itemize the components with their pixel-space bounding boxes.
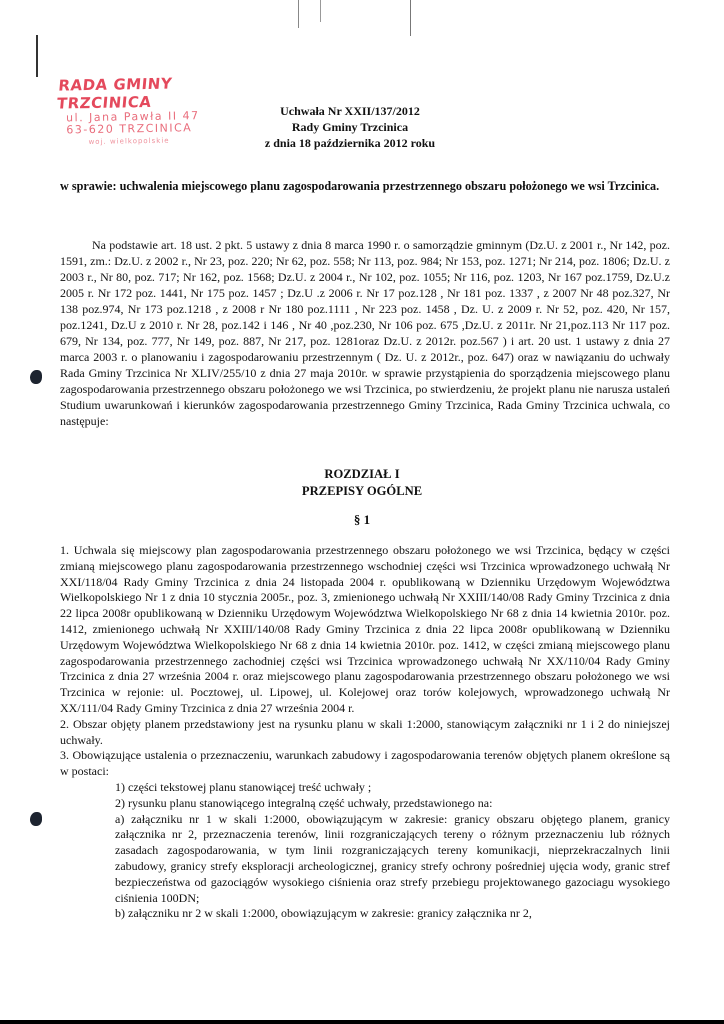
section-body [60,543,670,922]
scan-edge [0,1020,724,1024]
list-item-1: 1) części tekstowej planu stanowiącej treść uchwały ; [115,779,372,794]
chapter-number: ROZDZIAŁ I [324,467,400,481]
resolution-date: z dnia 18 października 2012 roku [264,136,436,150]
scan-mark [410,0,411,36]
list-item-b: b) załączniku nr 2 w skali 1:2000, obowiązującym w zakresie: granicy załącznika nr 2, [115,906,532,921]
point-1: 1. Uchwala się miejscowy plan zagospodarowania przestrzennego obszaru położonego we wsi Trzcinica, będący w części zmianą miejscowego planu zagospodarowania przestrzennego wschodniej części wsi Trzcinica wprowadzonego uchwałą Nr XXI/118/04 Rady Gminy Trzcinica z dnia 24 listopada 2004 r. opublikowaną w Dzienniku Urzędowym Województwa Wielkopolskiego Nr 1 z dnia 10 stycznia 2005r., poz. 3, zmienionego uchwałą Nr XXIII/140/08 Rady Gminy Trzcinica z dnia 22 lipca 2008r opublikowaną w Dzienniku Urzędowym Województwa Wielkopolskiego Nr 68 z dnia 14 kwietnia 2010r. poz. 1412, zmienionego uchwałą Nr XXIII/140/08 Rady Gminy Trzcinica z dnia 22 lipca 2008r opublikowaną w Dzienniku Urzędowym Województwa Wielkopolskiego Nr 68 z dnia 14 kwietnia 2010r. poz. 1412, w części zmianą miejscowego planu zagospodarowania przestrzennego zachodniej części wsi Trzcinica wprowadzonego uchwałą Nr XX/110/04 Rady Gminy Trzcinica z dnia 27 września 2004 r. oraz miejscowego planu zagospodarowania przestrzennego obszaru położonego we wsi Trzcinica w rejonie: ul. Pocztowej, ul. Lipowej, ul. Kolejowej oraz torów kolejowych, wprowadzonego uchwałą Nr XX/111/04 Rady Gminy Trzcinica z dnia 27 września 2004 r. [60,543,670,715]
scan-mark [320,0,321,22]
stamp-region: woj. wielkopolskie [88,136,170,147]
paragraph-sign: § 1 [353,512,371,527]
punch-hole [30,812,42,826]
scan-mark [298,0,299,28]
chapter-title: PRZEPISY OGÓLNE [301,484,423,498]
preamble [60,237,670,429]
point-3: 3. Obowiązujące ustalenia o przeznaczeniu, warunkach zabudowy i zagospodarowania terenów objętych planem określone są w postaci: [60,748,670,779]
list-item-a: a) załączniku nr 1 w skali 1:2000, obowiązującym w zakresie: granicy obszaru objętego planem, granicy załącznika nr 2, przeznaczenia terenów, linii rozgraniczających tereny o różnym przeznaczeniu lub różnych zasadach zagospodarowania, w tym linii rozgraniczających tereny komunikacji, nieprzekraczalnych linii zabudowy, granicy strefy eksploracji archeologicznej, granicy strefy ochrony pośredniej ujęcia wody, granic stref bezpieczeństwa od gazociągów wysokiego ciśnienia oraz strefy przebiegu projektowanego gazociagu wysokiego ciśnienia 100DN; [115,811,670,905]
resolution-subject: w sprawie: uchwalenia miejscowego planu zagospodarowania przestrzennego obszaru położonego we wsi Trzcinica. [60,179,660,193]
punch-hole [30,370,42,384]
council-stamp [57,73,238,148]
stamp-address: ul. Jana Pawła II 47 [65,109,200,125]
stamp-title: RADA GMINY TRZCINICA [56,74,173,113]
scan-mark [36,35,38,77]
stamp-city: 63-620 TRZCINICA [66,121,193,137]
list-item-2: 2) rysunku planu stanowiącego integralną część uchwały, przedstawionego na: [115,795,493,810]
resolution-body: Rady Gminy Trzcinica [291,120,409,134]
resolution-header [250,103,450,151]
point-2: 2. Obszar objęty planem przedstawiony jest na rysunku planu w skali 1:2000, stanowiącym załączniki nr 1 i 2 do niniejszej uchwały. [60,716,670,747]
resolution-number: Uchwała Nr XXII/137/2012 [280,104,420,118]
preamble-text: Na podstawie art. 18 ust. 2 pkt. 5 ustawy z dnia 8 marca 1990 r. o samorządzie gminnym (Dz.U. z 2001 r., Nr 142, poz. 1591, zm.: Dz.U. z 2002 r., Nr 23, poz. 220; Nr 62, poz. 558; Nr 113, poz. 984; Nr 153, poz. 1271; Nr 214, poz. 1806; Dz.U. z 2003 r., Nr 80, poz. 717; Nr 162, poz. 1568; Dz.U. z 2004 r., Nr 102, poz. 1055; Nr 116, poz. 1203, Nr 167 poz.1759, Dz.U.z 2005 r. Nr 172 poz. 1441, Nr 175 poz. 1457 ; Dz.U .z 2006 r. Nr 17 poz.128 , Nr 181 poz. 1337 , z 2007 Nr 48 poz.327, Nr 138 poz.974, Nr 173 poz.1218 , z 2008 r Nr 180 poz.1111 , Nr 223 poz. 1458 , Dz. U. z 2009 r. Nr 52, poz. 420, Nr 157, poz.1241, Dz.U z 2010 r. Nr 28, poz.142 i 146 , Nr 40 ,poz.230, Nr 106 poz. 675 ,Dz.U. z 2011r. Nr 21,poz.113 Nr 117 poz. 679, Nr 134, poz. 777, Nr 149, poz. 887, Nr 217, poz. 1281oraz Dz.U. z 2012r. poz.567 ) i art. 20 ust. 1 ustawy z dnia 27 marca 2003 r. o planowaniu i zagospodarowaniu przestrzennym ( Dz. U. z 2012r., poz. 647) oraz w nawiązaniu do uchwały Rada Gminy Trzcinica Nr XLIV/255/10 z dnia 27 maja 2010r. w sprawie przystąpienia do sporządzenia miejscowego planu zagospodarowania przestrzennego obszaru położonego we wsi Trzcinica, po stwierdzeniu, że projekt planu nie narusza ustaleń Studium uwarunkowań i kierunków zagospodarowania przestrzennego Gminy Trzcinica, Rada Gminy Trzcinica uchwala, co następuje: [60,238,670,428]
